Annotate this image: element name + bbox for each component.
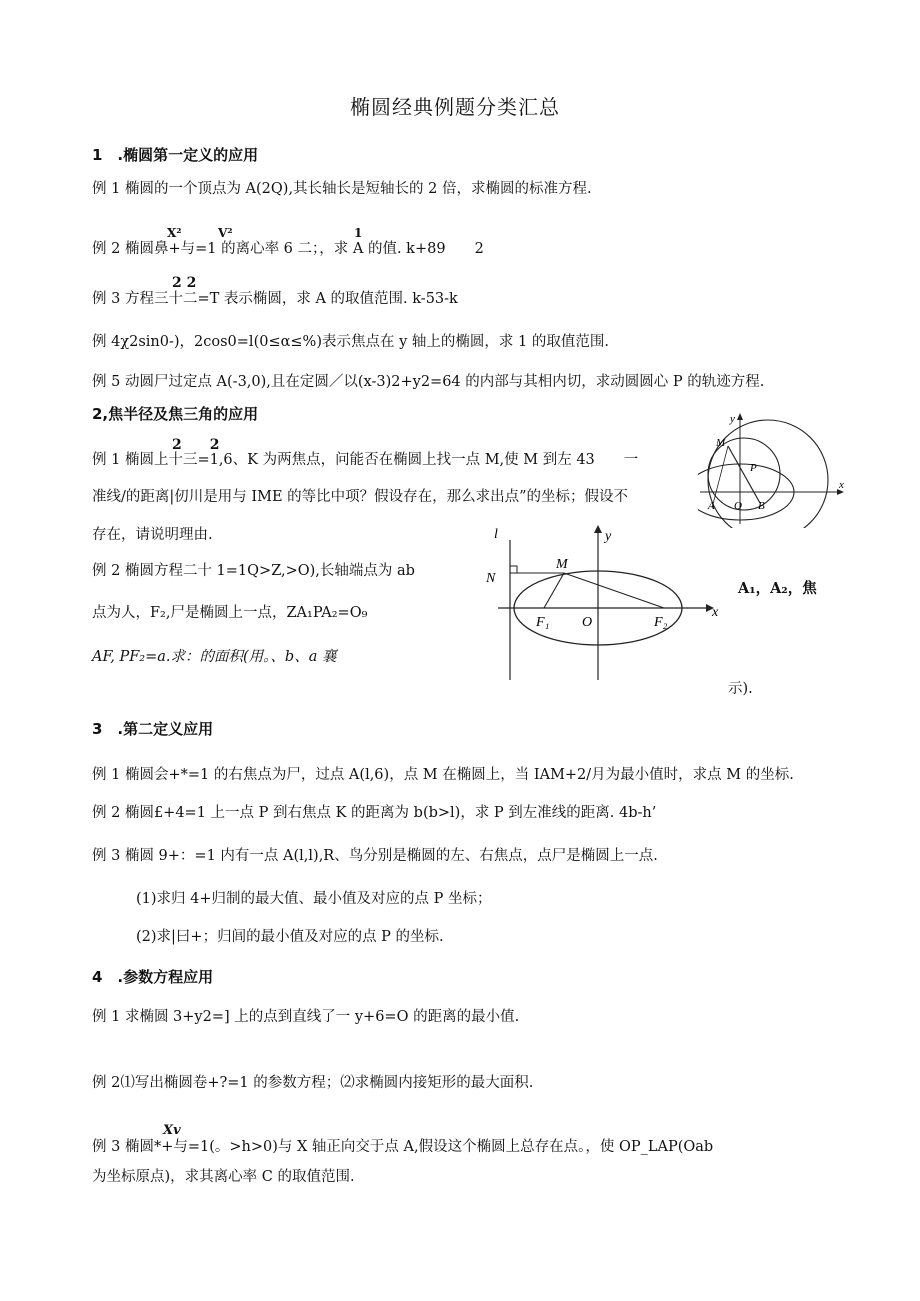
fig2-label-y: y	[605, 529, 612, 544]
s3-example-2: 例 2 椭圆£+4=1 上一点 P 到右焦点 K 的距离为 b(b>l)，求 P 到左准线的距离. 4b-h’	[92, 805, 657, 821]
fig2-label-m: M	[556, 557, 568, 572]
s1-example-3: 例 3 方程三十二=T 表示椭圆，求 A 的取值范围. k-53-k	[92, 291, 458, 307]
s1-ex2-superscript-1: X²	[167, 226, 182, 240]
fig1-segment-mb	[728, 446, 760, 503]
fig1-label-p: P	[750, 462, 757, 474]
s4-example-1: 例 1 求椭圆 3+y2=] 上的点到直线了一 y+6=O 的距离的最小值.	[92, 1009, 520, 1025]
s2-example-2-a1a2-label: A₁，A₂，焦	[738, 580, 817, 597]
fig2-right-angle-mark	[510, 566, 517, 573]
section-4-heading: 4 .参数方程应用	[92, 968, 214, 986]
s2-ex1-superscript: 2 2	[172, 437, 220, 453]
fig1-circle-large	[708, 420, 828, 528]
s4-example-2: 例 2⑴写出椭圆卷+?=1 的参数方程；⑵求椭圆内接矩形的最大面积.	[92, 1075, 534, 1091]
s1-ex2-superscript-2: V²	[218, 226, 233, 240]
fig1-label-o: O	[734, 500, 742, 512]
s2-example-1-line-2: 准线/的距离|仞川是用与 IME 的等比中项？假设存在，那么求出点”的坐标；假设不	[92, 489, 629, 505]
s3-example-3-question-2: (2)求|曰+；归闾的最小值及对应的点 P 的坐标.	[136, 929, 444, 945]
fig2-label-o: O	[582, 615, 593, 630]
section-2-heading: 2,焦半径及焦三角的应用	[92, 405, 259, 423]
s3-example-3: 例 3 椭圆 9+：=1 内有一点 A(l,l),R、鸟分别是椭圆的左、右焦点，点尸是椭圆上一点.	[92, 848, 658, 864]
fig1-label-a: A	[708, 500, 715, 512]
s1-example-4: 例 4χ2sin0-)，2cos0=l(0≤α≤%)表示焦点在 y 轴上的椭圆，求 1 的取值范围.	[92, 334, 609, 350]
fig1-segment-am	[712, 446, 728, 508]
section-3-heading: 3 .第二定义应用	[92, 720, 214, 738]
s1-ex3-superscript: 2 2	[172, 275, 197, 291]
s1-example-5: 例 5 动圆尸过定点 A(-3,0),且在定圆／以(x-3)2+y2=64 的内部与其相内切，求动圆圆心 P 的轨迹方程.	[92, 374, 765, 390]
figure-ellipse-directrix	[480, 522, 725, 682]
s2-example-2-line-3: AF, PF₂=a.求：的面积(用。、b、a 襄	[92, 649, 337, 665]
fig2-label-f1: F₁	[536, 615, 550, 630]
fig2-label-x: x	[712, 605, 719, 620]
fig1-label-y: y	[730, 413, 735, 425]
s4-ex3-superscript: Xv	[163, 1123, 181, 1138]
s4-example-3-line-1: 例 3 椭圆*+与=1(。>h>0)与 X 轴正向交于点 A,假设这个椭圆上总存在点。，使 OP_LAP(Oab	[92, 1139, 714, 1155]
fig2-label-l: l	[494, 527, 498, 542]
s3-example-3-question-1: (1)求归 4+归制的最大值、最小值及对应的点 P 坐标；	[136, 891, 492, 907]
fig1-label-m: M	[716, 437, 726, 449]
s3-example-1: 例 1 椭圆会+*=1 的右焦点为尸，过点 A(l,6)，点 M 在椭圆上，当 IAM+2/月为最小值时，求点 M 的坐标.	[92, 767, 794, 783]
fig2-y-arrow	[594, 525, 602, 533]
section-1-heading: 1 .椭圆第一定义的应用	[92, 146, 259, 164]
fig1-label-x: x	[839, 479, 844, 491]
s2-example-1-line-1: 例 1 椭圆上十三=1,6、K 为两焦点，问能否在椭圆上找一点 M,使 M 到左 43 一	[92, 452, 639, 468]
s2-example-1-line-3: 存在，请说明理由.	[92, 527, 213, 543]
s4-example-3-line-2: 为坐标原点)，求其离心率 C 的取值范围.	[92, 1169, 355, 1185]
s2-example-2-line-2: 点为人，F₂,尸是椭圆上一点，ZA₁PA₂=O₉	[92, 605, 368, 621]
fig2-label-f2: F₂	[654, 615, 668, 630]
fig1-label-b: B	[758, 500, 765, 512]
s1-ex2-superscript-3: 1	[354, 226, 363, 240]
figure-ellipse-circles	[698, 408, 848, 528]
s1-example-2: 例 2 椭圆鼻+与=1 的离心率 6 二；，求 A 的值. k+89 2	[92, 241, 484, 257]
s2-example-2-line-1: 例 2 椭圆方程二十 1=1Q>Z,>O),长轴端点为 ab	[92, 563, 415, 579]
s1-example-1: 例 1 椭圆的一个顶点为 A(2Q),其长轴长是短轴长的 2 倍，求椭圆的标准方程.	[92, 181, 592, 197]
fig1-y-arrow	[737, 413, 743, 420]
page-title: 椭圆经典例题分类汇总	[350, 95, 560, 119]
fig2-label-n: N	[486, 571, 496, 586]
s2-example-2-end: 示).	[728, 681, 753, 697]
